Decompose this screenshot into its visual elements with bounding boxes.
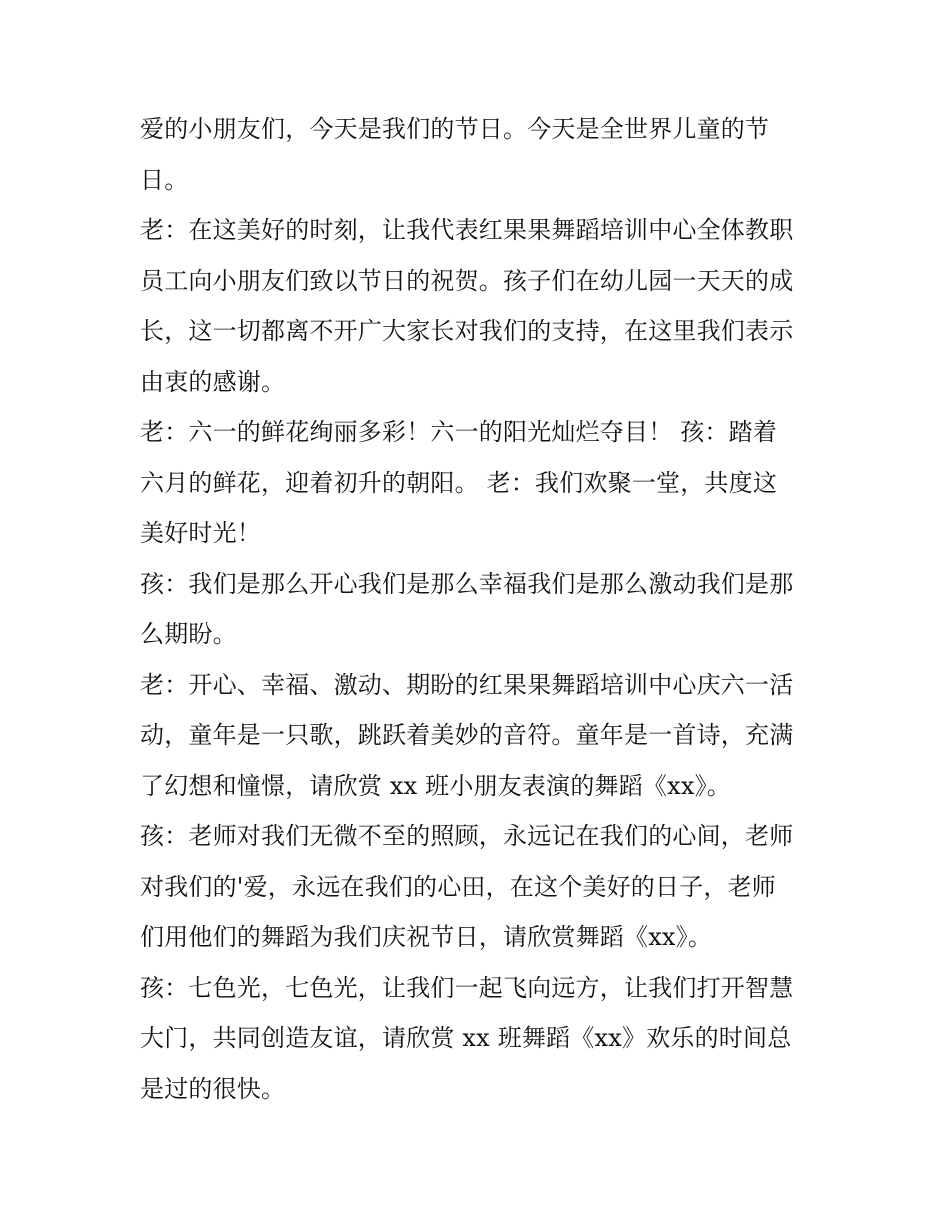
text-line: 孩：七色光，七色光，让我们一起飞向远方，让我们打开智慧 xyxy=(140,973,794,1002)
text-line: 么期盼。 xyxy=(140,620,237,648)
document-body xyxy=(140,104,820,1114)
text-line: 大门，共同创造友谊，请欣赏 xx 班舞蹈《xx》欢乐的时间总 xyxy=(140,1024,792,1052)
text-line: 动，童年是一只歌，跳跃着美妙的音符。童年是一首诗，充满 xyxy=(140,721,794,749)
text-line: 孩：老师对我们无微不至的照顾，永远记在我们的心间，老师 xyxy=(140,822,794,850)
text-line: 员工向小朋友们致以节日的祝贺。孩子们在幼儿园一天天的成 xyxy=(140,266,794,295)
text-line: 是过的很快。 xyxy=(140,1074,286,1103)
text-line: 对我们的'爱，永远在我们的心田，在这个美好的日子，老师 xyxy=(140,872,776,901)
text-line: 了幻想和憧憬，请欣赏 xx 班小朋友表演的舞蹈《xx》。 xyxy=(140,771,731,800)
text-line: 长，这一切都离不开广大家长对我们的支持，在这里我们表示 xyxy=(140,317,794,345)
text-line: 们用他们的舞蹈为我们庆祝节日，请欣赏舞蹈《xx》。 xyxy=(140,923,713,951)
text-line: 老：六一的鲜花绚丽多彩！六一的阳光灿烂夺目！ 孩：踏着 xyxy=(140,418,778,446)
text-line: 由衷的感谢。 xyxy=(140,367,286,396)
text-line: 美好时光！ xyxy=(140,519,261,547)
text-line: 老：开心、幸福、激动、期盼的红果果舞蹈培训中心庆六一活 xyxy=(140,670,794,699)
text-line: 六月的鲜花，迎着初升的朝阳。 老：我们欢聚一堂，共度这 xyxy=(140,468,778,497)
text-line: 孩：我们是那么开心我们是那么幸福我们是那么激动我们是那 xyxy=(140,569,794,598)
text-line: 爱的小朋友们，今天是我们的节日。今天是全世界儿童的节 xyxy=(140,115,770,143)
text-line: 日。 xyxy=(140,165,189,194)
text-line: 老：在这美好的时刻，让我代表红果果舞蹈培训中心全体教职 xyxy=(140,216,794,244)
